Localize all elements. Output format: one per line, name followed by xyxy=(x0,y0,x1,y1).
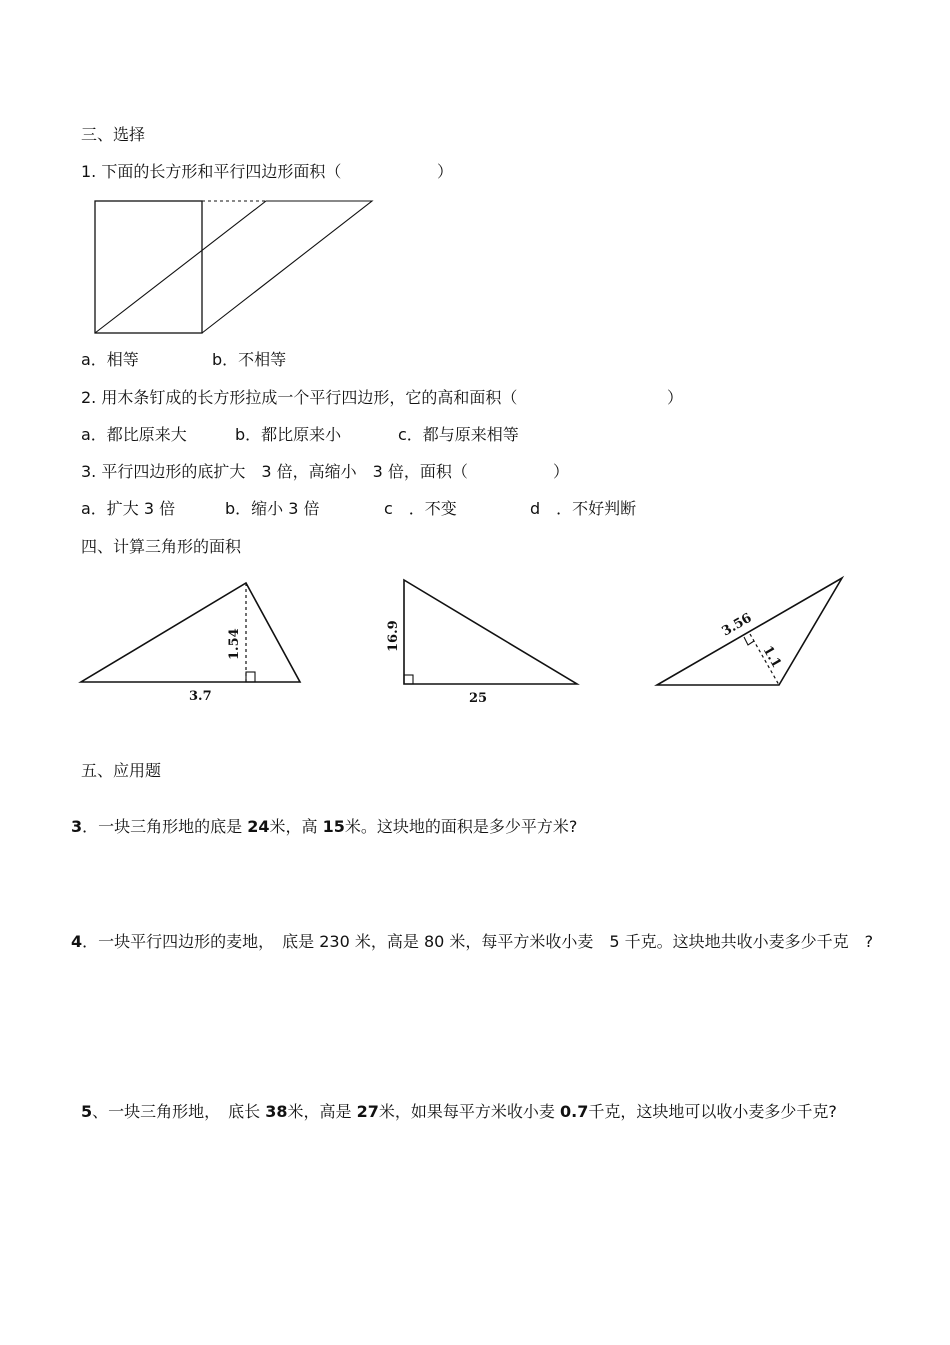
q2-option-b: b．都比原来小 xyxy=(235,425,342,444)
problem-5-yield-value: 0.7 xyxy=(560,1102,589,1121)
q3-option-a: a．扩大 3 倍 xyxy=(81,499,176,518)
q3-option-b: b．缩小 3 倍 xyxy=(225,499,320,518)
section4-heading: 四、计算三角形的面积 xyxy=(81,537,242,556)
problem-5-number: 5 xyxy=(81,1102,93,1121)
triangle-2-base-label: 25 xyxy=(469,691,488,706)
q2-text: 2. 用木条钉成的长方形拉成一个平行四边形，它的高和面积（ xyxy=(81,388,518,407)
triangle-3 xyxy=(657,578,842,685)
q2-option-c: c．都与原来相等 xyxy=(398,425,519,444)
triangle-1-base-label: 3.7 xyxy=(189,689,212,704)
q1-option-b: b．不相等 xyxy=(212,350,287,369)
problem-5-text-4: 千克，这块地可以收小麦多少千克? xyxy=(588,1102,837,1121)
triangle-2-height-label: 16.9 xyxy=(386,620,401,652)
problem-4-text: ．一块平行四边形的麦地， 底是 230 米，高是 80 米，每平方米收小麦 5 千克。这块地共收小麦多少千克 ? xyxy=(82,932,874,951)
section3-heading: 三、选择 xyxy=(81,125,146,144)
problem-5-height-value: 27 xyxy=(356,1102,379,1121)
problem-5-text-3: 米，如果每平方米收小麦 xyxy=(378,1102,555,1121)
triangle-1 xyxy=(81,583,300,704)
triangle-1-height-label: 1.54 xyxy=(227,628,242,660)
q3-option-d: d ．不好判断 xyxy=(530,499,637,518)
triangle-2 xyxy=(386,580,577,706)
q3-bracket-close: ） xyxy=(553,462,570,481)
q1-text: 1. 下面的长方形和平行四边形面积（ xyxy=(81,162,342,181)
problem-4-number: 4 xyxy=(71,932,83,951)
problem-3-text-3: 米。这块地的面积是多少平方米? xyxy=(344,817,578,836)
problem-5 xyxy=(81,1102,837,1122)
problem-5-text-1: 、一块三角形地， 底长 xyxy=(92,1102,261,1121)
problem-3-height-value: 15 xyxy=(322,817,345,836)
problem-3 xyxy=(71,817,577,837)
problem-5-text-2: 米，高是 xyxy=(287,1102,352,1121)
problem-3-base-value: 24 xyxy=(247,817,270,836)
section5-heading: 五、应用题 xyxy=(81,761,162,780)
problem-3-text-1: ．一块三角形地的底是 xyxy=(82,817,243,836)
problem-5-base-value: 38 xyxy=(265,1102,288,1121)
q1-option-a: a．相等 xyxy=(81,350,139,369)
q2-option-a: a．都比原来大 xyxy=(81,425,187,444)
problem-4 xyxy=(71,932,873,952)
q3-option-c: c ．不变 xyxy=(384,499,457,518)
problem-3-text-2: 米，高 xyxy=(269,817,318,836)
triangle-3-side-label: 3.56 xyxy=(719,610,755,640)
q3-text: 3. 平行四边形的底扩大 3 倍，高缩小 3 倍，面积（ xyxy=(81,462,468,481)
triangle-3-height-label: 1.1 xyxy=(759,643,784,671)
q2-bracket-close: ） xyxy=(667,388,684,407)
problem-3-number: 3 xyxy=(71,817,83,836)
q1-bracket-close: ） xyxy=(437,162,454,181)
